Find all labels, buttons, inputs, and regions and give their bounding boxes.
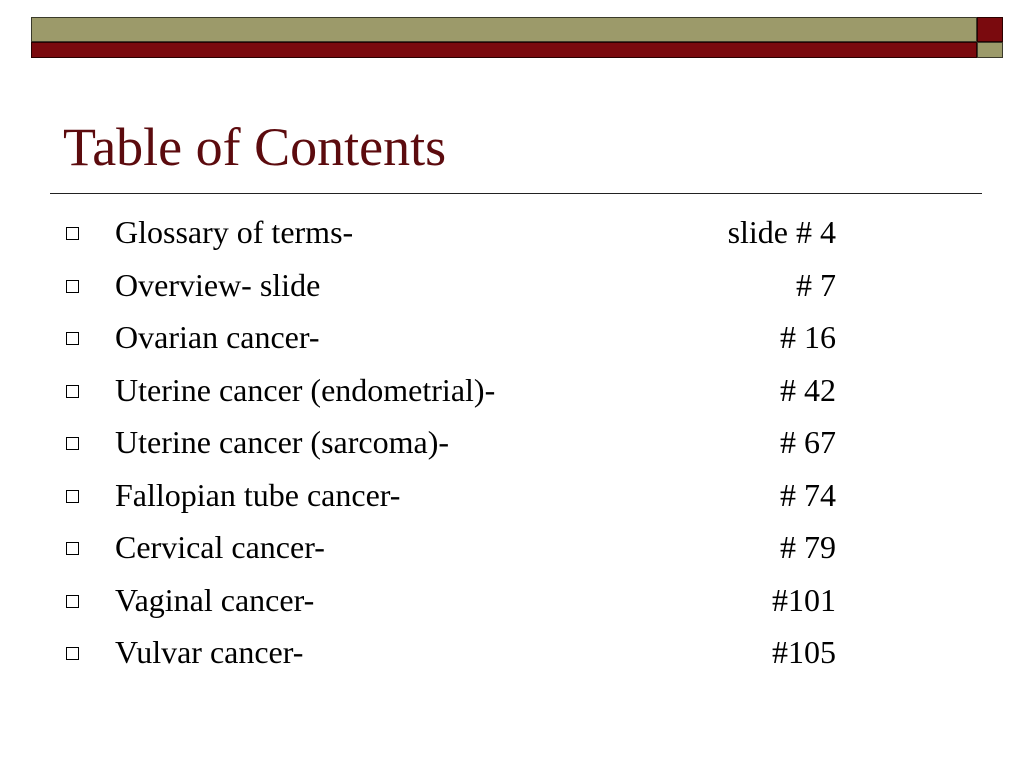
- hollow-square-bullet-icon: [66, 542, 79, 555]
- toc-item: [0, 311, 1024, 364]
- header-bar-maroon: [31, 42, 977, 58]
- toc-item-page: #105: [772, 634, 836, 670]
- hollow-square-bullet-icon: [66, 437, 79, 450]
- toc-item-page: slide # 4: [727, 214, 836, 250]
- toc-item-page: # 74: [780, 476, 836, 513]
- toc-item: [0, 206, 1024, 259]
- hollow-square-bullet-icon: [66, 595, 79, 608]
- toc-item-page: # 42: [780, 371, 836, 408]
- toc-item-label: Cervical cancer-: [115, 529, 325, 565]
- toc-item: [0, 574, 1024, 627]
- toc-item-page: # 7: [796, 266, 836, 303]
- toc-item-page: # 79: [780, 529, 836, 565]
- toc-item-label: Glossary of terms-: [115, 214, 354, 250]
- toc-item-page: #101: [772, 581, 836, 618]
- title-divider: [50, 193, 982, 194]
- toc-item-label: Fallopian tube cancer-: [115, 476, 401, 513]
- toc-item-page: # 16: [780, 319, 836, 355]
- toc-item-label: Uterine cancer (sarcoma)-: [115, 424, 449, 460]
- hollow-square-bullet-icon: [66, 647, 79, 660]
- slide-title: Table of Contents: [63, 117, 447, 177]
- header-bar-olive: [31, 17, 977, 42]
- header-square-maroon: [977, 17, 1003, 42]
- toc-list: [0, 206, 1024, 679]
- hollow-square-bullet-icon: [66, 385, 79, 398]
- toc-item: [0, 626, 1024, 679]
- hollow-square-bullet-icon: [66, 280, 79, 293]
- toc-item-label: Overview- slide: [115, 266, 321, 303]
- toc-item: [0, 364, 1024, 417]
- toc-item: [0, 416, 1024, 469]
- toc-item-label: Vulvar cancer-: [115, 634, 304, 670]
- header-square-olive: [977, 42, 1003, 58]
- toc-item-page: # 67: [780, 424, 836, 460]
- hollow-square-bullet-icon: [66, 227, 79, 240]
- hollow-square-bullet-icon: [66, 332, 79, 345]
- hollow-square-bullet-icon: [66, 490, 79, 503]
- toc-item-label: Uterine cancer (endometrial)-: [115, 371, 496, 408]
- toc-item: [0, 469, 1024, 522]
- toc-item: [0, 259, 1024, 312]
- toc-item-label: Ovarian cancer-: [115, 319, 320, 355]
- toc-item: [0, 521, 1024, 574]
- toc-item-label: Vaginal cancer-: [115, 581, 315, 618]
